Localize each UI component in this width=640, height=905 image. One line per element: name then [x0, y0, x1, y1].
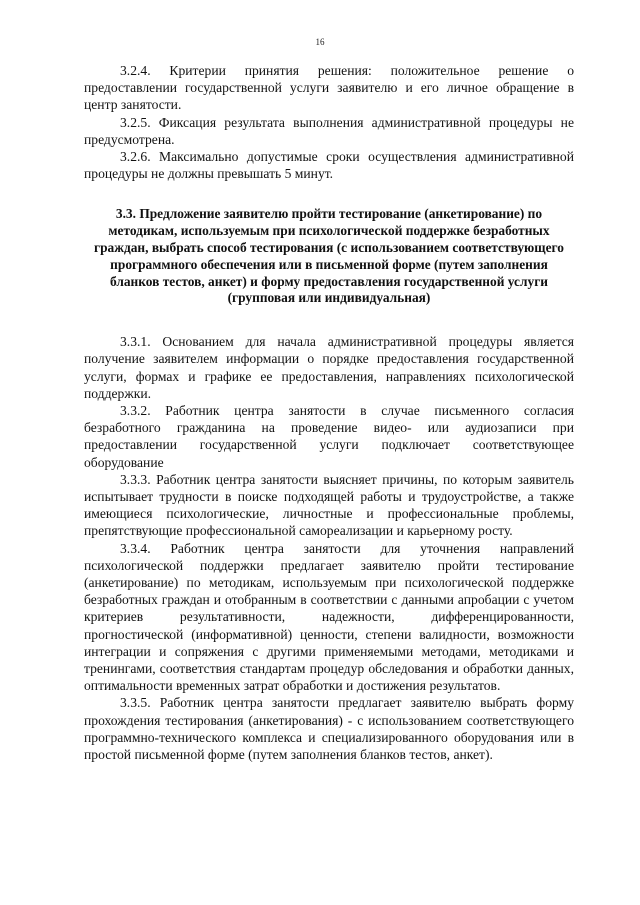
page-number: 16	[315, 37, 325, 47]
paragraph-3-2-6: 3.2.6. Максимально допустимые сроки осуществления административной процедуры не должны превышать 5 минут.	[84, 149, 574, 182]
paragraph-3-2-5: 3.2.5. Фиксация результата выполнения административной процедуры не предусмотрена.	[84, 114, 574, 147]
paragraph-3-3-1: 3.3.1. Основанием для начала административной процедуры является получение заявителем информации о порядке предоставления государственной услуги, формах и графике ее предоставления, направлениях психологической поддержки.	[84, 334, 574, 401]
paragraph-3-2-4: 3.2.4. Критерии принятия решения: положительное решение о предоставлении государственной услуги заявителю и его личное обращение в центр занятости.	[84, 63, 574, 113]
paragraph-3-3-2: 3.3.2. Работник центра занятости в случае письменного согласия безработного гражданина на проведение видео- или аудиозаписи при предоставлении государственной услуги подключает соответствующее оборудование	[84, 403, 574, 470]
document-body	[84, 62, 574, 763]
paragraph-3-3-5: 3.3.5. Работник центра занятости предлагает заявителю выбрать форму прохождения тестирования (анкетирования) - с использованием соответствующего программно-технического комплекса и специализированного оборудования или в простой письменной форме (путем заполнения бланков тестов, анкет).	[84, 695, 574, 763]
paragraph-3-3-3: 3.3.3. Работник центра занятости выясняет причины, по которым заявитель испытывает трудности в поиске подходящей работы и трудоустройстве, а также имеющиеся психологические, личностные и профессиональные проблемы, препятствующие профессиональной самореализации и карьерному росту.	[84, 471, 574, 539]
paragraph-3-3-4: 3.3.4. Работник центра занятости для уточнения направлений психологической поддержки предлагает заявителю пройти тестирование (анкетирование) по методикам, используемым при психологической поддержке безработных граждан и отобранным в соответствии с данными апробации с учетом критериев результативности, надежности, дифференцированности, прогностической (информативной) ценности, степени валидности, возможности интеграции и сопряжения с другими применяемыми методами, методиками и тренингами, соответствия стандартам процедур обследования и обработки данных, оптимальности временных затрат обработки и достижения результатов.	[84, 540, 574, 694]
section-heading-3-3: 3.3. Предложение заявителю пройти тестирование (анкетирование) по методикам, используемым при психологической поддержке безработных граждан, выбрать способ тестирования (с использованием соответствующего программного обеспечения или в письменной форме (путем заполнения бланков тестов, анкет) и форму предоставления государственной услуги (групповая или индивидуальная)	[94, 206, 564, 306]
